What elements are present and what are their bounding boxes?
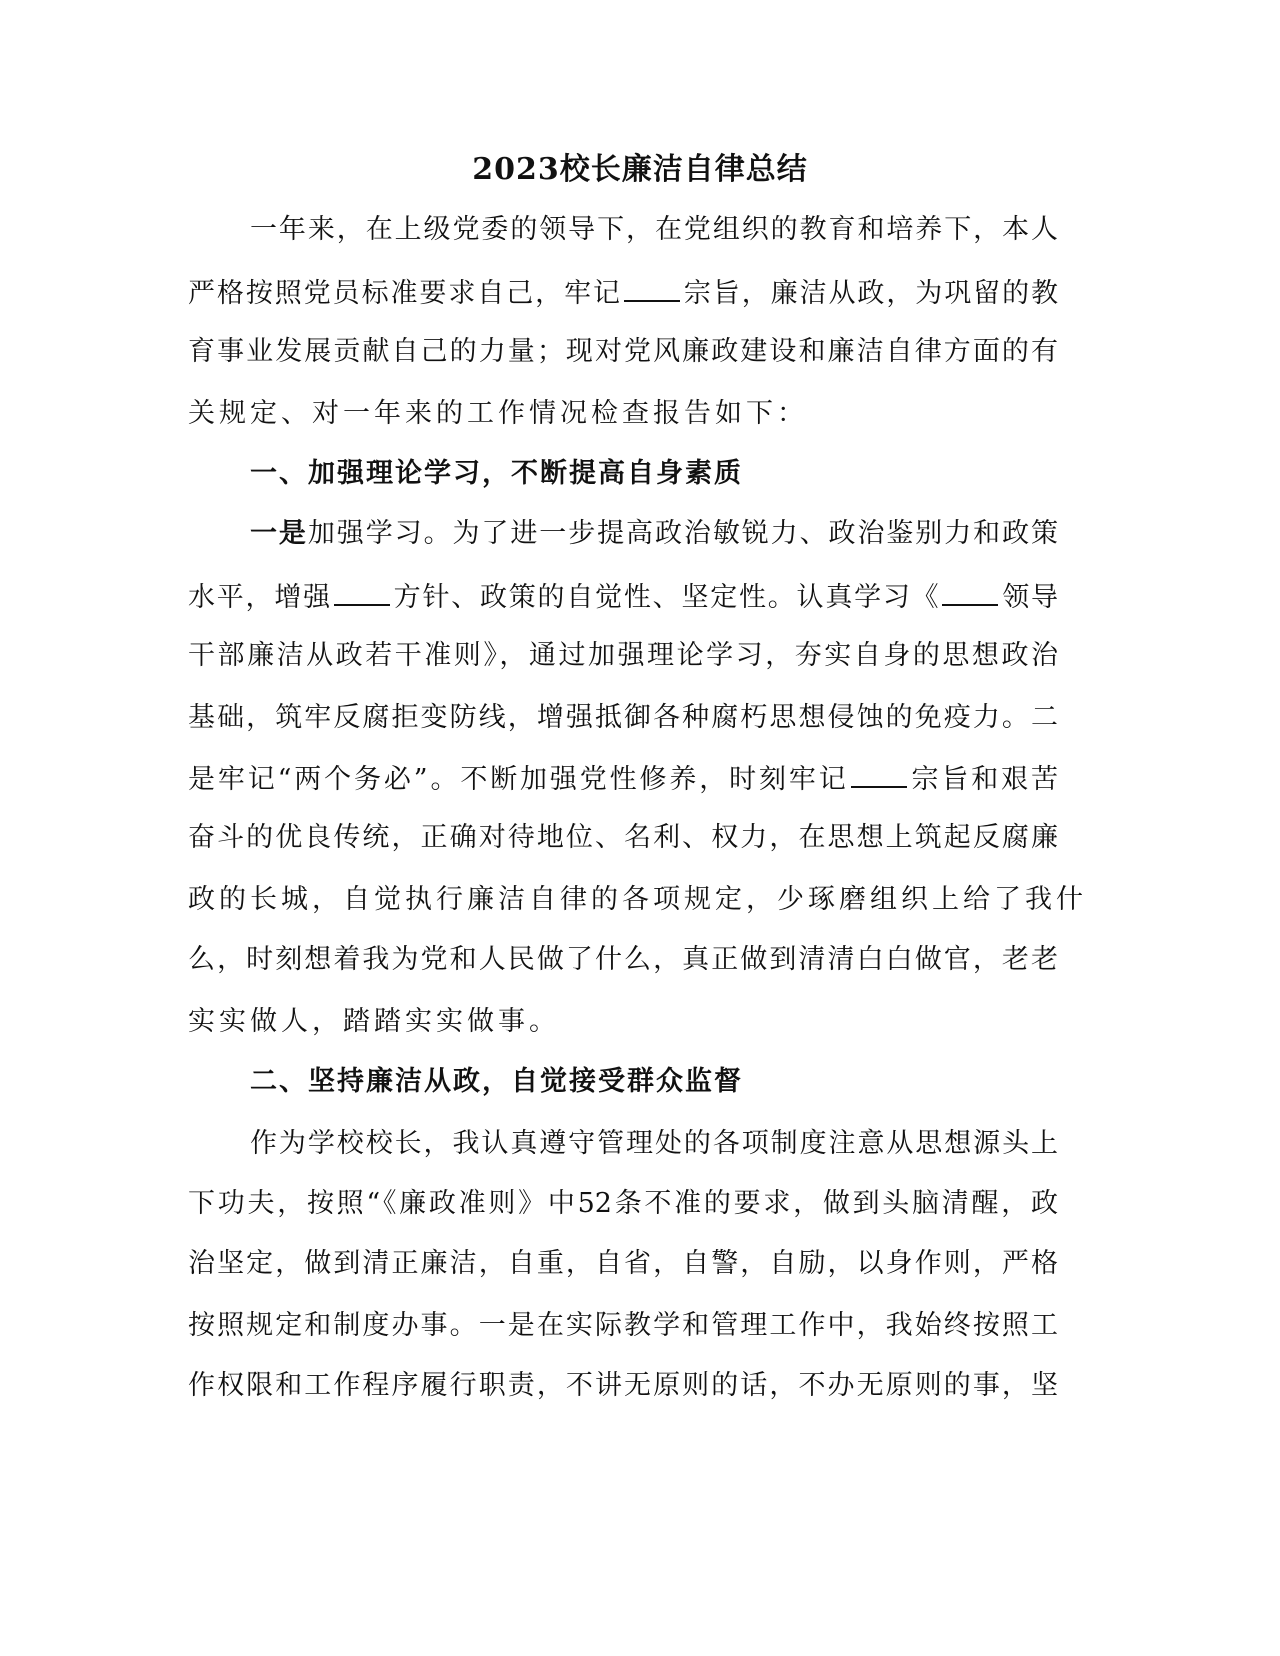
paragraph-line: 一年来，在上级党委的领导下，在党组织的教育和培养下，本人 <box>250 214 1058 245</box>
paragraph-line: 关规定、对一年来的工作情况检查报告如下： <box>188 398 808 429</box>
section-heading: 一、加强理论学习，不断提高自身素质 <box>250 458 743 489</box>
section-heading: 二、坚持廉洁从政，自觉接受群众监督 <box>250 1066 743 1097</box>
paragraph-line: 政的长城，自觉执行廉洁自律的各项规定，少琢磨组织上给了我什 <box>188 884 1087 915</box>
paragraph-line: 水平，增强 方针、政策的自觉性、坚定性。认真学习《 领导 <box>188 574 1058 618</box>
fill-blank <box>851 756 907 788</box>
paragraph-line: 干部廉洁从政若干准则》，通过加强理论学习，夯实自身的思想政治 <box>188 640 1058 671</box>
fill-blank <box>334 574 390 606</box>
fill-blank <box>942 574 998 606</box>
paragraph-line: 严格按照党员标准要求自己，牢记 宗旨，廉洁从政，为巩留的教 <box>188 270 1058 314</box>
document-title: 2023校长廉洁自律总结 <box>472 152 808 187</box>
paragraph-line: 按照规定和制度办事。一是在实际教学和管理工作中，我始终按照工 <box>188 1310 1058 1341</box>
paragraph-line: 实实做人，踏踏实实做事。 <box>188 1006 560 1037</box>
paragraph-line: 下功夫，按照“《廉政准则》中52条不准的要求，做到头脑清醒，政 <box>188 1188 1058 1219</box>
paragraph-line: 作为学校校长，我认真遵守管理处的各项制度注意从思想源头上 <box>250 1128 1058 1159</box>
paragraph-line: 是牢记“两个务必”。不断加强党性修养，时刻牢记 宗旨和艰苦 <box>188 756 1058 800</box>
fill-blank <box>624 270 680 302</box>
paragraph-line: 作权限和工作程序履行职责，不讲无原则的话，不办无原则的事，坚 <box>188 1370 1058 1401</box>
paragraph-line: 一是加强学习。为了进一步提高政治敏锐力、政治鉴别力和政策 <box>250 518 1059 549</box>
paragraph-line: 奋斗的优良传统，正确对待地位、名利、权力，在思想上筑起反腐廉 <box>188 822 1058 853</box>
paragraph-line: 基础，筑牢反腐拒变防线，增强抵御各种腐朽思想侵蚀的免疫力。二 <box>188 702 1058 733</box>
paragraph-line: 治坚定，做到清正廉洁，自重，自省，自警，自励，以身作则，严格 <box>188 1248 1058 1279</box>
paragraph-line: 么，时刻想着我为党和人民做了什么，真正做到清清白白做官，老老 <box>188 944 1058 975</box>
paragraph-line: 育事业发展贡献自己的力量；现对党风廉政建设和廉洁自律方面的有 <box>188 336 1058 367</box>
